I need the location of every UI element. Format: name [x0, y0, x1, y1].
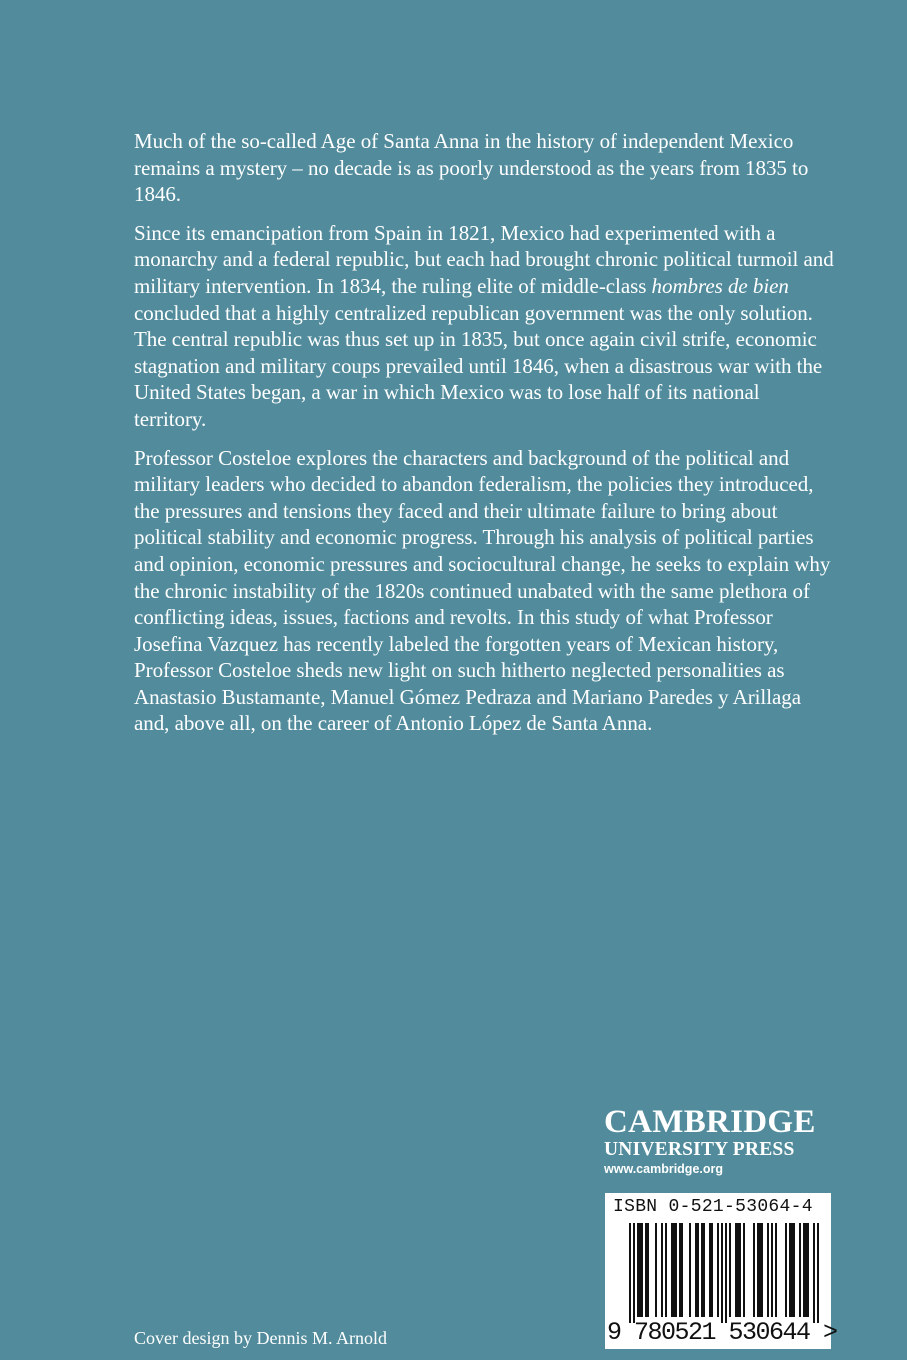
isbn-barcode [605, 1193, 837, 1349]
barcode-bar [817, 1223, 819, 1323]
publisher-url: www.cambridge.org [604, 1162, 724, 1176]
barcode-digits: 9 780521 530644 > [607, 1318, 837, 1347]
barcode-bar [655, 1223, 657, 1317]
back-cover-blurb [134, 128, 834, 749]
cover-design-credit: Cover design by Dennis M. Arnold [134, 1328, 387, 1348]
barcode-bar [679, 1223, 683, 1317]
barcode-bar [757, 1223, 763, 1317]
barcode-bar [767, 1223, 769, 1317]
barcode-bar [729, 1223, 731, 1317]
blurb-paragraph-3: Professor Costeloe explores the characters and background of the political and military leaders who decided to abandon federalism, the policies they introduced, the pressures and tensions they faced and their ultimate failure to bring about political stability and economic progress. Through his analysis of political parties and opinion, economic pressures and sociocultural change, he seeks to explain why the chronic instability of the 1820s continued unabated with the same plethora of conflicting ideas, issues, factions and revolts. In this study of what Professor Josefina Vazquez has recently labeled the forgotten years of Mexican history, Professor Costeloe sheds new light on such hitherto neglected personalities as Anastasio Bustamante, Manuel Gómez Pedraza and Mariano Paredes y Arillaga and, above all, on the career of Antonio López de Santa Anna. [134, 445, 831, 736]
barcode-bar [701, 1223, 705, 1317]
blurb-italic-phrase: hombres de bien [651, 273, 789, 298]
isbn-label: ISBN 0-521-53064-4 [613, 1197, 813, 1217]
barcode-bar [695, 1223, 699, 1317]
barcode-bar [665, 1223, 667, 1317]
barcode-bar [721, 1223, 723, 1323]
barcode-bar [813, 1223, 815, 1323]
barcode-bar [689, 1223, 691, 1317]
barcode-bar [785, 1223, 787, 1317]
barcode-bar [709, 1223, 713, 1317]
barcode-bar [799, 1223, 801, 1317]
barcode-bar [645, 1223, 649, 1317]
publisher-subtitle: UNIVERSITY PRESS [604, 1139, 795, 1160]
publisher-name: CAMBRIDGE [604, 1104, 816, 1140]
barcode-bar [743, 1223, 745, 1317]
blurb-paragraph-2-start: Since its emancipation from Spain in 1821, Mexico had experimented with a monarchy and a federal republic, but each had brought chronic political turmoil and military intervention. In 1834, the ruling elite of middle-class [134, 220, 834, 298]
blurb-paragraph-2 [134, 220, 834, 433]
barcode-bar [637, 1223, 643, 1317]
barcode-bar [629, 1223, 631, 1323]
barcode-bar [671, 1223, 677, 1317]
barcode-bar [633, 1223, 635, 1323]
barcode-bar [725, 1223, 727, 1323]
blurb-paragraph-2-end: concluded that a highly centralized republican government was the only solution. The central republic was thus set up in 1835, but once again civil strife, economic stagnation and military coups prevailed until 1846, when a disastrous war with the United States began, a war in which Mexico was to lose half of its national territory. [134, 300, 823, 431]
publisher-logo [604, 1104, 834, 1178]
barcode-bar [771, 1223, 773, 1317]
barcode-bar [803, 1223, 809, 1317]
barcode-bar [753, 1223, 755, 1317]
barcode-bar [775, 1223, 777, 1317]
barcode-bar [717, 1223, 719, 1317]
barcode-bars [609, 1223, 827, 1323]
barcode-bar [735, 1223, 741, 1317]
blurb-paragraph-1: Much of the so-called Age of Santa Anna in the history of independent Mexico remains a mystery – no decade is as poorly understood as the years from 1835 to 1846. [134, 129, 809, 207]
barcode-bar [789, 1223, 795, 1317]
barcode-bar [661, 1223, 663, 1317]
